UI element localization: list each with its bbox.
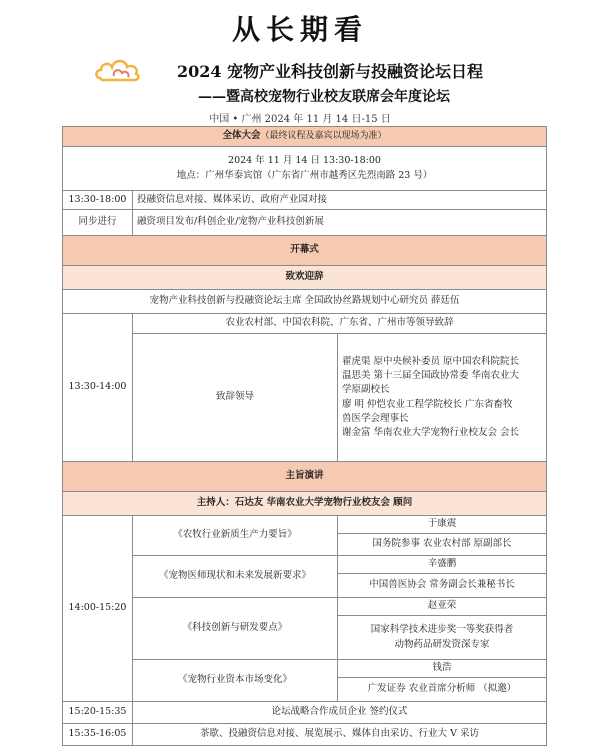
keynote-row [63,462,547,492]
speaker-line: 兽医学会理事长 [342,412,409,424]
parallel-row-2 [63,210,547,236]
welcome-title-row [63,266,547,290]
host-row [63,492,547,516]
speaker-line: 翟虎渠 原中央候补委员 原中国农科院院长 [342,355,520,367]
talk-speaker-desc: 动物药品研发资深专家 [394,638,490,650]
cloud-logo-icon [94,54,142,84]
speech-row [63,334,547,462]
speaker-line: 谢金富 华南农业大学宠物行业校友会 会长 [342,427,520,438]
talk-topic: 《宠物医师现状和未来发展新要求》 [133,556,338,598]
signing-text: 论坛战略合作成员企业 签约仪式 [133,702,547,724]
forum-title: 2024 宠物产业科技创新与投融资论坛日程 [176,62,484,81]
parallel-time: 13:30-18:00 [63,191,133,210]
dateline: 中国 • 广州 2024 年 11 月 14 日-15 日 [209,114,391,125]
general-assembly-title: 全体大会 [222,130,261,142]
forum-subtitle: ——暨高校宠物行业校友联席会年度论坛 [198,89,450,105]
speaker-list [338,334,547,462]
talk-topic: 《农牧行业新质生产力要旨》 [133,516,338,556]
speech-label: 致辞领导 [133,334,338,462]
talk-speaker-desc: 国务院参事 农业农村部 原副部长 [338,534,547,556]
talk-speaker-name: 于康震 [338,516,547,534]
opening-row [63,236,547,266]
parallel-item-2: 融资项目发布/科创企业/宠物产业科技创新展 [133,210,547,236]
talk-2-name-row [63,556,547,574]
opening-title: 开幕式 [63,236,547,266]
leaders-text: 农业农村部、中国农科院、广东省、广州市等领导致辞 [133,314,547,334]
talk-speaker-desc: 国家科学技术进步奖一等奖获得者 [370,624,514,636]
talk-speaker-desc: 广发证券 农业首席分析师 （拟邀） [338,678,547,702]
parallel-time-note: 同步进行 [63,210,133,236]
keynote-time: 14:00-15:20 [63,516,133,702]
talk-1-name-row [63,516,547,534]
welcome-speaker-row [63,290,547,314]
speaker-line: 学原副校长 [342,384,390,396]
tea-text: 茶歇、投融资信息对接、展览展示、媒体自由采访、行业大 V 采访 [133,724,547,746]
talk-speaker-name: 赵亚荣 [338,598,547,616]
welcome-speaker: 宠物产业科技创新与投融资论坛主席 全国政协丝路规划中心研究员 薛廷伍 [63,290,547,314]
general-location: 地点：广州华泰宾馆（广东省广州市越秀区先烈南路 23 号） [176,169,433,181]
keynote-host: 主持人：石达友 华南农业大学宠物行业校友会 顾问 [63,492,547,516]
tea-row [63,724,547,746]
talk-4-name-row [63,660,547,678]
leaders-row [63,314,547,334]
talk-speaker-name: 辛盛鹏 [338,556,547,574]
general-assembly-row [63,127,547,147]
talk-topic: 《宠物行业资本市场变化》 [133,660,338,702]
signing-row [63,702,547,724]
talk-topic: 《科技创新与研发要点》 [133,598,338,660]
speaker-line: 温思美 第十三届全国政协常委 华南农业大 [342,370,520,381]
opening-time: 13:30-14:00 [63,314,133,462]
general-info-row [63,147,547,191]
general-assembly-note: （最终议程及嘉宾以现场为准） [260,131,387,142]
page-title: 从长期看 [231,13,368,46]
signing-time: 15:20-15:35 [63,702,133,724]
general-datetime: 2024 年 11 月 14 日 13:30-18:00 [228,155,381,167]
welcome-title: 致欢迎辞 [63,266,547,290]
tea-time: 15:35-16:05 [63,724,133,746]
parallel-item-1: 投融资信息对接、媒体采访、政府产业园对接 [133,191,547,210]
parallel-row-1 [63,191,547,210]
schedule-table [62,126,547,746]
talk-speaker-name: 钱浩 [338,660,547,678]
keynote-title: 主旨演讲 [63,462,547,492]
speaker-line: 廖 明 仲恺农业工程学院校长 广东省畜牧 [342,398,513,410]
talk-speaker-desc: 中国兽医协会 常务副会长兼秘书长 [338,574,547,598]
talk-3-name-row [63,598,547,616]
